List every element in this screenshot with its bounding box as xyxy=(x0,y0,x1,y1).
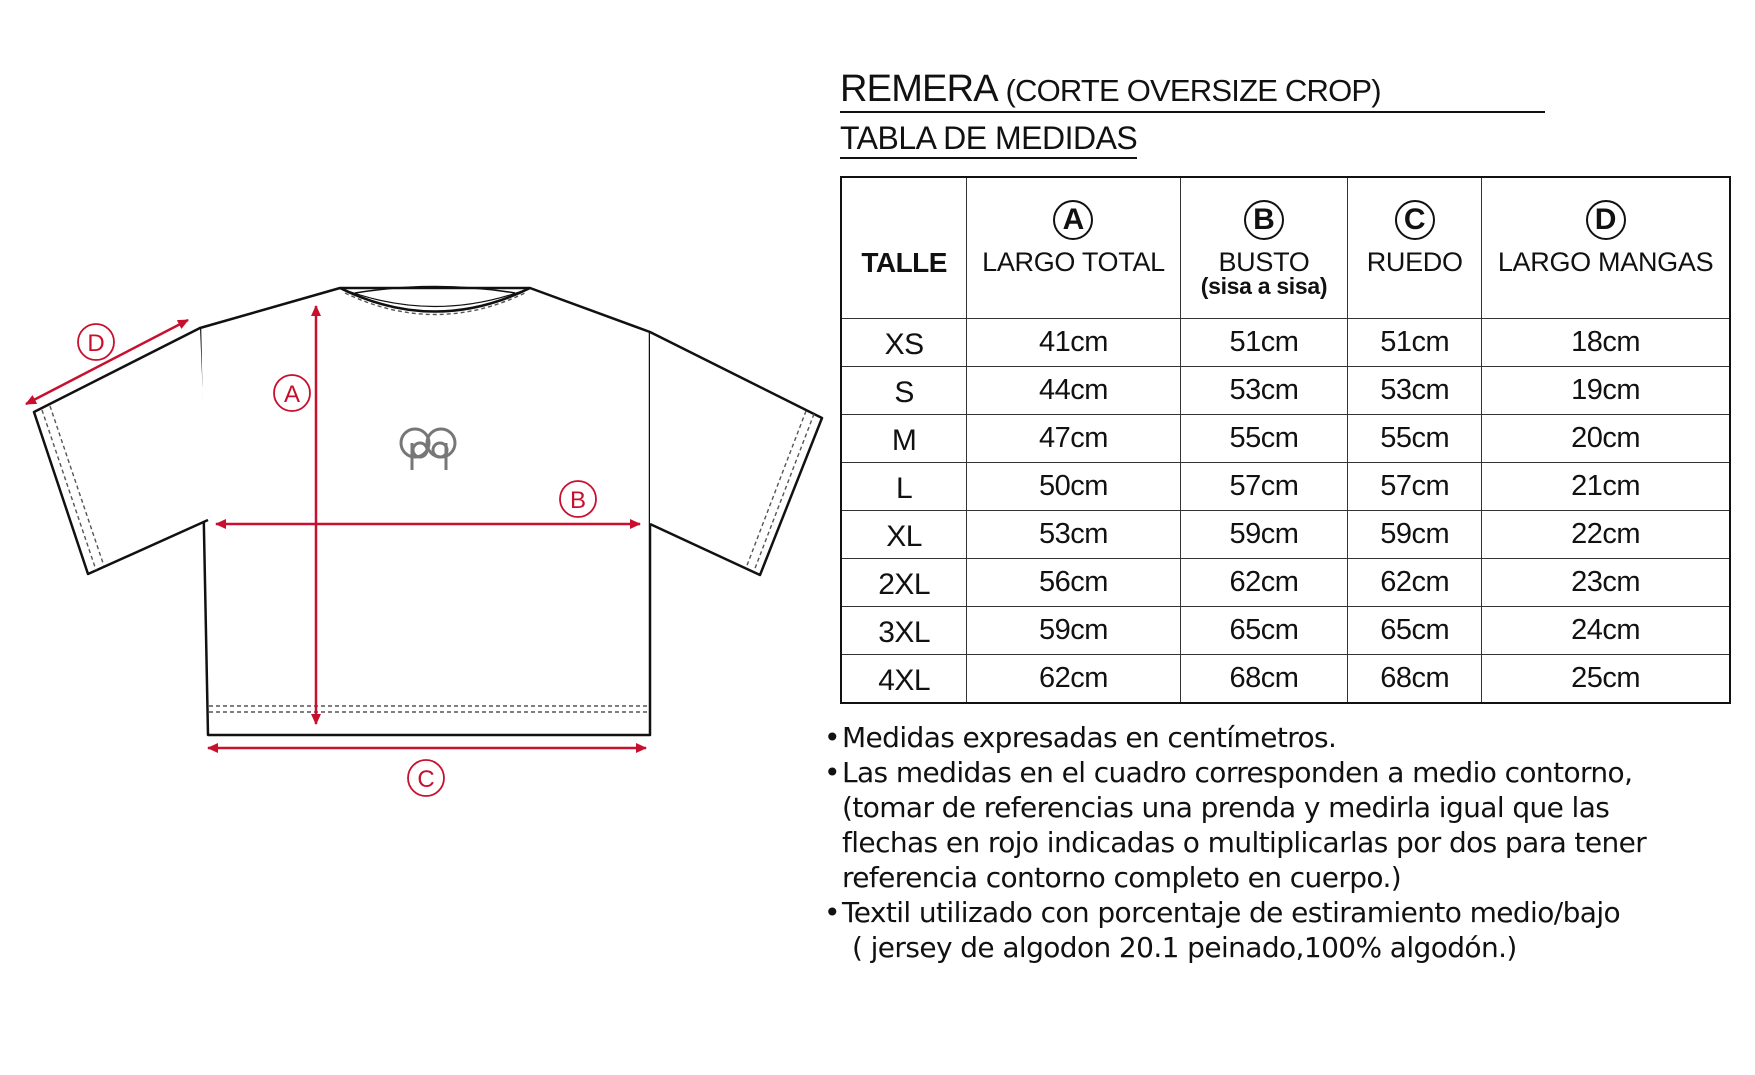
col-header-ruedo xyxy=(1348,177,1482,319)
cell-ruedo: 51cm xyxy=(1348,319,1482,367)
table-row xyxy=(841,415,1730,463)
label-b-text: B xyxy=(569,487,587,514)
col-label-largo-total: LARGO TOTAL xyxy=(982,247,1165,277)
size-table xyxy=(840,176,1731,704)
cell-largo-total: 41cm xyxy=(967,319,1180,367)
label-a xyxy=(274,375,310,411)
title-underline xyxy=(840,111,1545,113)
cell-largo-mangas: 24cm xyxy=(1482,607,1730,655)
letter-a-icon: A xyxy=(1053,200,1093,240)
cell-largo-total: 56cm xyxy=(967,559,1180,607)
cell-ruedo: 59cm xyxy=(1348,511,1482,559)
cell-busto: 55cm xyxy=(1180,415,1348,463)
table-row xyxy=(841,655,1730,704)
note-line: (tomar de referencias una prenda y medirla igual que las xyxy=(842,791,1610,824)
note-line: ( jersey de algodon 20.1 peinado,100% algodón.) xyxy=(852,931,1517,964)
cell-largo-total: 62cm xyxy=(967,655,1180,704)
cell-busto: 68cm xyxy=(1180,655,1348,704)
cell-largo-total: 50cm xyxy=(967,463,1180,511)
tshirt-outline xyxy=(34,287,822,736)
cell-ruedo: 55cm xyxy=(1348,415,1482,463)
tshirt-measurement-diagram xyxy=(0,0,830,820)
cell-talle: S xyxy=(841,367,967,415)
cell-talle: L xyxy=(841,463,967,511)
cell-largo-mangas: 21cm xyxy=(1482,463,1730,511)
note-line: Medidas expresadas en centímetros. xyxy=(842,721,1337,754)
label-d xyxy=(78,324,114,360)
cell-largo-total: 44cm xyxy=(967,367,1180,415)
letter-b-icon: B xyxy=(1244,200,1284,240)
bullet-icon: • xyxy=(824,721,840,754)
bullet-icon: • xyxy=(824,896,840,929)
col-label-talle: TALLE xyxy=(861,247,947,278)
cell-largo-mangas: 18cm xyxy=(1482,319,1730,367)
cell-talle: 3XL xyxy=(841,607,967,655)
title-block xyxy=(840,66,1545,156)
letter-d-icon: D xyxy=(1586,200,1626,240)
label-c-text: C xyxy=(417,766,435,793)
bullet-icon: • xyxy=(824,756,840,789)
col-label-busto: BUSTO xyxy=(1218,247,1310,277)
col-header-busto xyxy=(1180,177,1348,319)
right-sleeve xyxy=(650,332,822,575)
cell-largo-total: 47cm xyxy=(967,415,1180,463)
table-row xyxy=(841,463,1730,511)
col-label-largo-mangas: LARGO MANGAS xyxy=(1497,247,1714,277)
cell-talle: 2XL xyxy=(841,559,967,607)
cell-talle: 4XL xyxy=(841,655,967,704)
cell-largo-mangas: 19cm xyxy=(1482,367,1730,415)
cell-busto: 53cm xyxy=(1180,367,1348,415)
table-header-row xyxy=(841,177,1730,319)
letter-c-icon: C xyxy=(1395,200,1435,240)
table-row xyxy=(841,511,1730,559)
col-header-largo-total xyxy=(967,177,1180,319)
cell-talle: M xyxy=(841,415,967,463)
left-sleeve xyxy=(34,328,208,574)
col-header-talle xyxy=(841,177,967,319)
table-subtitle: TABLA DE MEDIDAS xyxy=(840,119,1137,159)
label-c xyxy=(408,760,444,796)
note-item xyxy=(824,895,1724,965)
cell-busto: 59cm xyxy=(1180,511,1348,559)
title-cut: (CORTE OVERSIZE CROP) xyxy=(1005,73,1381,108)
cell-busto: 65cm xyxy=(1180,607,1348,655)
col-note-busto: (sisa a sisa) xyxy=(1200,273,1328,299)
cell-largo-mangas: 23cm xyxy=(1482,559,1730,607)
cell-ruedo: 68cm xyxy=(1348,655,1482,704)
cell-talle: XS xyxy=(841,319,967,367)
table-row xyxy=(841,559,1730,607)
notes-list xyxy=(824,720,1724,965)
note-item xyxy=(824,755,1724,895)
cell-ruedo: 65cm xyxy=(1348,607,1482,655)
col-label-ruedo: RUEDO xyxy=(1366,247,1463,277)
title-main: REMERA xyxy=(840,68,996,110)
cell-largo-mangas: 22cm xyxy=(1482,511,1730,559)
label-a-text: A xyxy=(283,381,301,408)
note-line: Textil utilizado con porcentaje de estiramiento medio/bajo xyxy=(842,896,1621,929)
table-row xyxy=(841,367,1730,415)
label-d-text: D xyxy=(87,330,105,357)
label-b xyxy=(560,481,596,517)
cell-talle: XL xyxy=(841,511,967,559)
note-line: referencia contorno completo en cuerpo.) xyxy=(842,861,1402,894)
table-row xyxy=(841,319,1730,367)
cell-busto: 62cm xyxy=(1180,559,1348,607)
note-line: Las medidas en el cuadro corresponden a medio contorno, xyxy=(842,756,1633,789)
page-title xyxy=(840,66,1545,114)
cell-largo-mangas: 20cm xyxy=(1482,415,1730,463)
cell-busto: 51cm xyxy=(1180,319,1348,367)
cell-ruedo: 57cm xyxy=(1348,463,1482,511)
cell-largo-mangas: 25cm xyxy=(1482,655,1730,704)
col-header-largo-mangas xyxy=(1482,177,1730,319)
note-line: flechas en rojo indicadas o multiplicarlas por dos para tener xyxy=(842,826,1647,859)
cell-ruedo: 62cm xyxy=(1348,559,1482,607)
note-item xyxy=(824,720,1724,755)
cell-largo-total: 53cm xyxy=(967,511,1180,559)
table-row xyxy=(841,607,1730,655)
cell-ruedo: 53cm xyxy=(1348,367,1482,415)
cell-busto: 57cm xyxy=(1180,463,1348,511)
cell-largo-total: 59cm xyxy=(967,607,1180,655)
